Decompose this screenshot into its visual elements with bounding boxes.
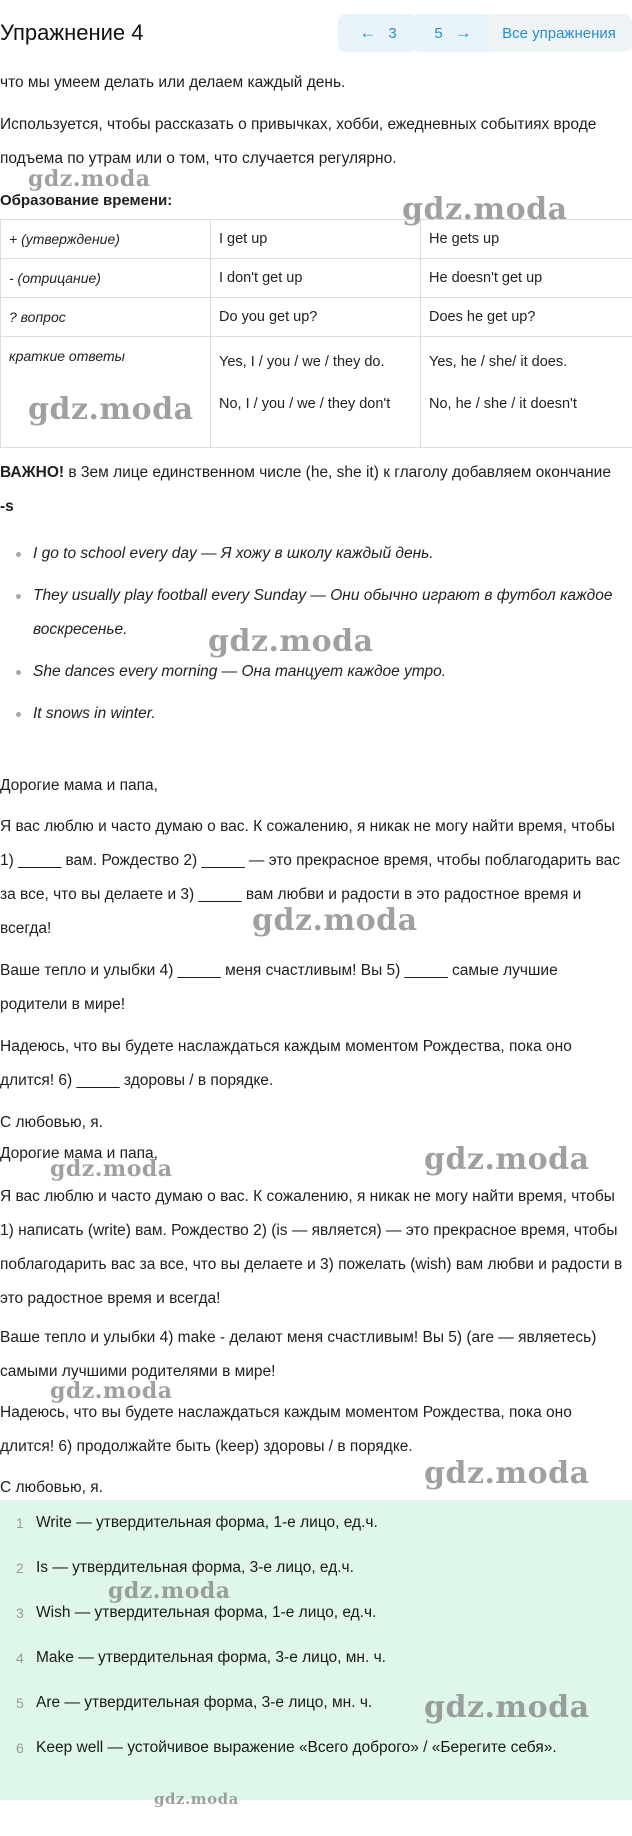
- watermark: gdz.moda: [28, 166, 151, 192]
- list-item: [0, 1551, 632, 1585]
- watermark: gdz.moda: [252, 903, 418, 938]
- answer-text: Wish — утвердительная форма, 1-е лицо, ед.ч.: [36, 1604, 377, 1621]
- short-answer-yes: Yes, he / she/ it does.: [429, 354, 568, 370]
- list-item: [0, 1641, 632, 1675]
- table-cell: He doesn't get up: [421, 259, 632, 298]
- answer-text: Is — утвердительная форма, 3-е лицо, ед.ч.: [36, 1559, 354, 1576]
- important-ending: -s: [0, 498, 14, 515]
- answer-greeting: Дорогие мама и папа,: [0, 1145, 158, 1162]
- grammar-table: [0, 219, 632, 448]
- list-item: They usually play football every Sunday — Они обычно играют в футбол каждое воскресенье.: [0, 579, 632, 647]
- short-answer-no: No, he / she / it doesn't: [429, 396, 577, 412]
- table-row: [1, 337, 632, 448]
- page-title: Упражнение 4: [0, 20, 144, 45]
- answer-number: 2: [16, 1560, 24, 1576]
- important-note: [0, 456, 620, 524]
- watermark: gdz.moda: [28, 392, 194, 427]
- table-cell: ? вопрос: [1, 298, 211, 337]
- all-exercises-button[interactable]: [486, 14, 632, 52]
- watermark: gdz.moda: [424, 1142, 590, 1177]
- table-cell: краткие ответы: [1, 337, 211, 448]
- watermark: gdz.moda: [424, 1456, 590, 1491]
- answer-number: 1: [16, 1515, 24, 1531]
- answer-paragraph-3: Надеюсь, что вы будете наслаждаться каждым моментом Рождества, пока оно длится! 6) продолжайте быть (keep) здоровы / в порядке.: [0, 1404, 572, 1455]
- list-item: [0, 1686, 632, 1720]
- all-exercises-label: Все упражнения: [502, 24, 616, 42]
- task-paragraph-1: Я вас люблю и часто думаю о вас. К сожалению, я никак не могу найти время, чтобы 1) _____ вам. Рождество 2) _____ — это прекрасное время, чтобы поблагодарить вас за все, что вы делаете и 3) _____ вам любви и радости в это радостное время и всегда!: [0, 818, 621, 937]
- short-answer-no: No, I / you / we / they don't: [219, 396, 391, 412]
- important-label: ВАЖНО!: [0, 464, 65, 481]
- table-cell: Do you get up?: [211, 298, 421, 337]
- answer-text: Make — утвердительная форма, 3-е лицо, мн. ч.: [36, 1649, 386, 1666]
- short-answer-yes: Yes, I / you / we / they do.: [219, 354, 385, 370]
- answer-number: 5: [16, 1695, 24, 1711]
- answer-text: Write — утвердительная форма, 1-е лицо, ед.ч.: [36, 1514, 378, 1531]
- list-item: I go to school every day — Я хожу в школу каждый день.: [0, 537, 632, 571]
- table-row: [1, 220, 632, 259]
- watermark: gdz.moda: [50, 1156, 173, 1182]
- watermark: gdz.moda: [424, 1690, 590, 1725]
- table-row: [1, 298, 632, 337]
- table-cell: + (утверждение): [1, 220, 211, 259]
- list-item: [0, 1506, 632, 1540]
- table-cell: Does he get up?: [421, 298, 632, 337]
- answer-number: 6: [16, 1740, 24, 1756]
- answer-signoff: С любовью, я.: [0, 1479, 103, 1496]
- table-cell: He gets up: [421, 220, 632, 259]
- table-cell: I get up: [211, 220, 421, 259]
- next-exercise-label: 5: [434, 24, 443, 42]
- important-text: в 3ем лице единственном числе (he, she it) к глаголу добавляем окончание: [64, 464, 611, 481]
- list-item: [0, 1731, 632, 1765]
- answer-text: Are — утвердительная форма, 3-е лицо, мн. ч.: [36, 1694, 373, 1711]
- table-cell: [211, 337, 421, 448]
- next-exercise-button[interactable]: [412, 14, 494, 52]
- watermark: gdz.moda: [108, 1578, 231, 1604]
- answer-text: Keep well — устойчивое выражение «Всего доброго» / «Берегите себя».: [36, 1739, 557, 1756]
- prev-exercise-label: 3: [388, 24, 397, 42]
- task-paragraph-2: Ваше тепло и улыбки 4) _____ меня счастливым! Вы 5) _____ самые лучшие родители в мире!: [0, 962, 558, 1013]
- answer-number: 3: [16, 1605, 24, 1621]
- arrow-left-icon: ←: [359, 23, 377, 42]
- list-item: She dances every morning — Она танцует каждое утро.: [0, 655, 632, 689]
- task-greeting: Дорогие мама и папа,: [0, 777, 158, 794]
- table-row: [1, 259, 632, 298]
- table-cell: - (отрицание): [1, 259, 211, 298]
- table-cell: I don't get up: [211, 259, 421, 298]
- page-header: [0, 0, 632, 68]
- intro-paragraph: Используется, чтобы рассказать о привычках, хобби, ежедневных событиях вроде подъема по утрам или о том, что случается регулярно.: [0, 116, 597, 167]
- formation-heading: Образование времени:: [0, 192, 173, 209]
- examples-list: [0, 537, 632, 739]
- task-signoff: С любовью, я.: [0, 1114, 103, 1131]
- prev-exercise-button[interactable]: [338, 14, 418, 52]
- answers-list: [0, 1500, 632, 1800]
- answer-number: 4: [16, 1650, 24, 1666]
- intro-line: что мы умеем делать или делаем каждый день.: [0, 74, 346, 91]
- list-item: It snows in winter.: [0, 697, 632, 731]
- watermark: gdz.moda: [402, 192, 568, 227]
- list-item: [0, 1596, 632, 1630]
- watermark: gdz.moda: [208, 624, 374, 659]
- table-cell: [421, 337, 632, 448]
- watermark: gdz.moda: [154, 1790, 239, 1808]
- arrow-right-icon: →: [454, 23, 472, 42]
- answer-paragraph-2: Ваше тепло и улыбки 4) make - делают меня счастливым! Вы 5) (are — являетесь) самыми лучшими родителями в мире!: [0, 1329, 597, 1380]
- watermark: gdz.moda: [50, 1378, 173, 1404]
- answer-paragraph-1: Я вас люблю и часто думаю о вас. К сожалению, я никак не могу найти время, чтобы 1) написать (write) вам. Рождество 2) (is — является) — это прекрасное время, чтобы поблагодарить вас за все, что вы делаете и 3) пожелать (wish) вам любви и радости в это радостное время и всегда!: [0, 1188, 623, 1307]
- task-paragraph-3: Надеюсь, что вы будете наслаждаться каждым моментом Рождества, пока оно длится! 6) _____ здоровы / в порядке.: [0, 1038, 572, 1089]
